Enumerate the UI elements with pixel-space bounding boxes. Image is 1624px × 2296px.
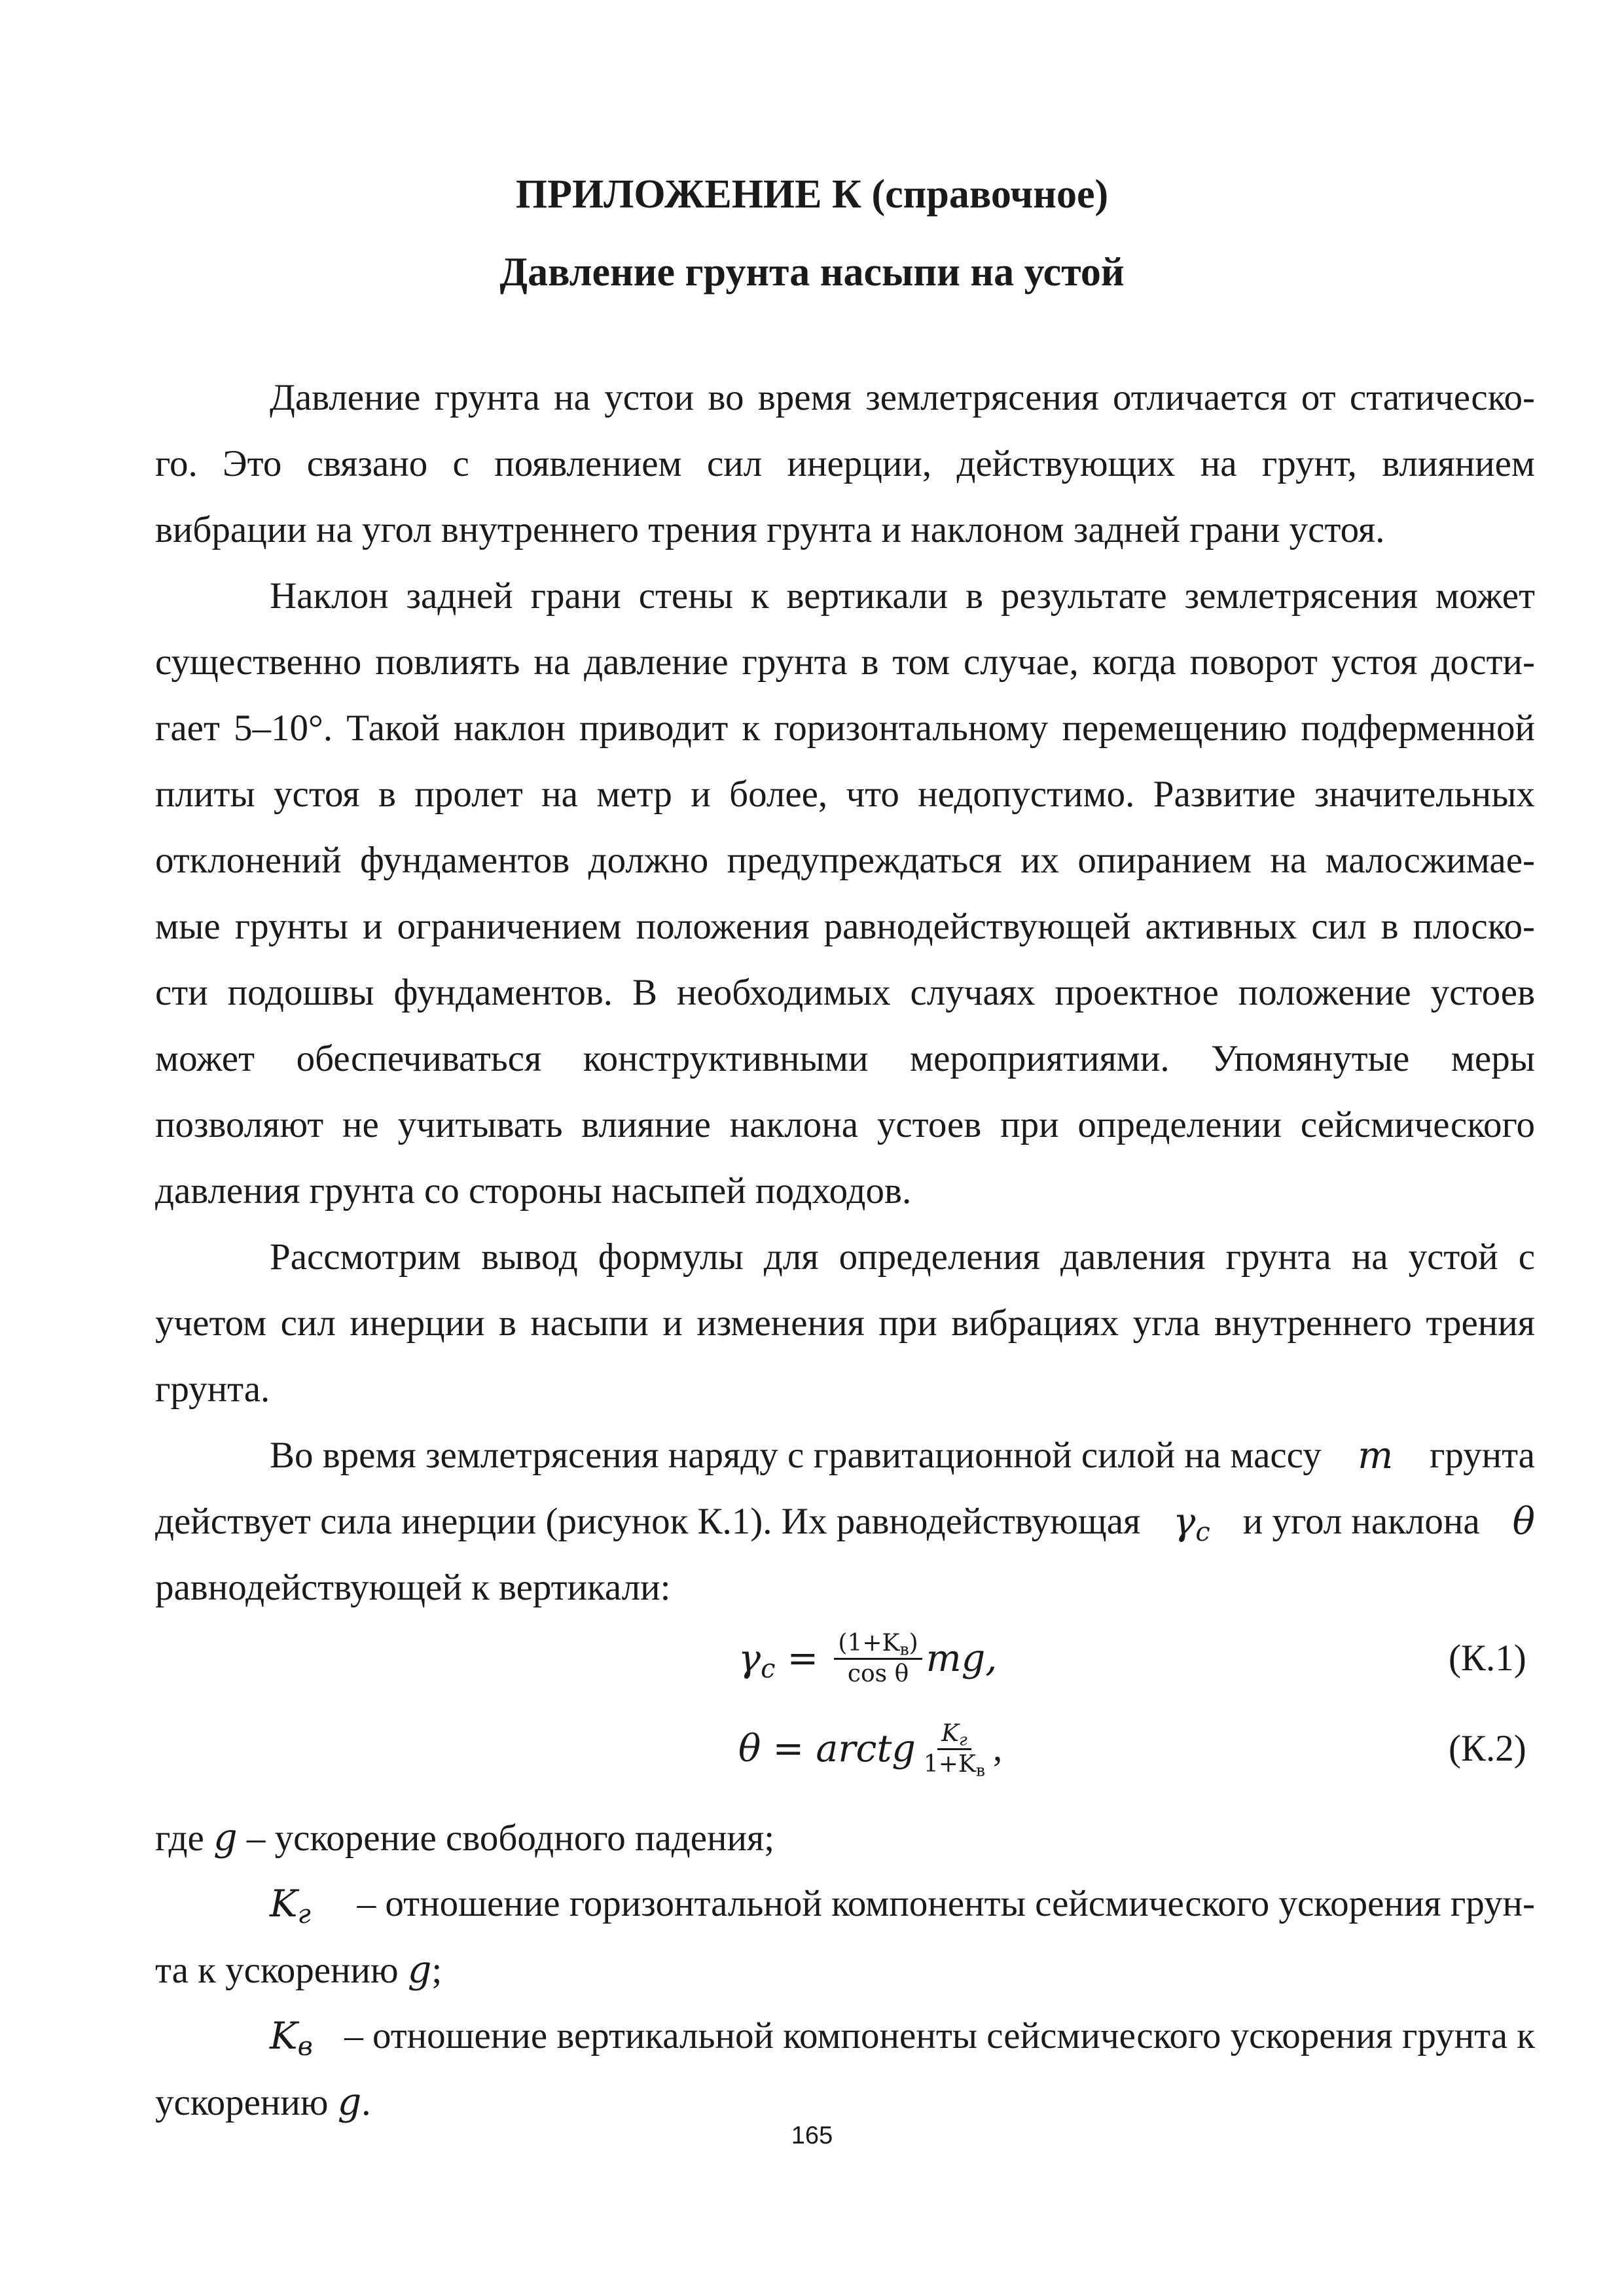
text-span: действует сила инерции (рисунок К.1). Их равнодействующая (155, 1501, 1141, 1542)
definition-kg (270, 1881, 1535, 1927)
eq1-num-sub: в (899, 1639, 909, 1659)
paragraph-line: позволяют не учитывать влияние наклона устоев при определении сейсмического (155, 1104, 1535, 1145)
definition-prefix: где (155, 1818, 204, 1859)
eq2-equals: = (761, 1727, 816, 1770)
paragraph-line: давления грунта со стороны насыпей подходов. (155, 1170, 912, 1211)
paragraph-line: Рассмотрим вывод формулы для определения давления грунта на устой с (270, 1236, 1535, 1278)
paragraph-line: учетом сил инерции в насыпи и изменения при вибрациях угла внутреннего трения (155, 1302, 1535, 1344)
paragraph-line: мые грунты и ограничением положения равнодействующей активных сил в плоско- (155, 906, 1535, 947)
eq2-tail: , (993, 1728, 1003, 1769)
paragraph-line: вибрации на угол внутреннего трения грунта и наклоном задней грани устоя. (155, 509, 1385, 550)
paragraph-line: Наклон задней грани стены к вертикали в результате землетрясения может (270, 575, 1535, 617)
g-variable: g (407, 1948, 432, 1992)
punctuation: . (361, 2082, 371, 2123)
paragraph-line: может обеспечиваться конструктивными мероприятиями. Упомянутые меры (155, 1038, 1535, 1079)
mass-variable: m (1358, 1434, 1394, 1477)
eq2-fraction (920, 1719, 989, 1779)
eq1-num-end: ) (909, 1629, 918, 1657)
definition-g (155, 1815, 774, 1861)
gamma-subscript: c (1195, 1516, 1210, 1547)
eq2-num-text: K (941, 1719, 960, 1747)
kg-subscript: г (297, 1899, 311, 1929)
equation-label-k2: (К.2) (1449, 1728, 1526, 1769)
equation-k1 (738, 1626, 997, 1691)
theta-variable: θ (1512, 1500, 1535, 1543)
kv-subscript: в (297, 2031, 313, 2062)
gamma-symbol: γ (1173, 1500, 1196, 1543)
definition-text: – отношение горизонтальной компоненты сейсмического ускорения грун- (357, 1883, 1535, 1924)
g-variable: g (213, 1816, 238, 1859)
eq1-num-text: (1+K (838, 1629, 900, 1657)
eq2-lhs: θ (738, 1727, 761, 1770)
definition-kv (270, 2013, 1535, 2062)
eq1-equals: = (775, 1637, 831, 1680)
text-span: и угол наклона (1242, 1501, 1480, 1542)
text-span: Во время землетрясения наряду с гравитационной силой на массу (270, 1435, 1322, 1476)
eq2-den-text: 1+K (923, 1750, 976, 1778)
kg-variable (270, 1881, 311, 1927)
eq1-tail: mg, (926, 1637, 998, 1680)
paragraph-line: грунта. (155, 1369, 270, 1410)
page-number: 165 (791, 2122, 833, 2149)
paragraph-line: Давление грунта на устои во время землетрясения отличается от статическо- (270, 377, 1535, 418)
eq1-numerator (834, 1629, 922, 1660)
eq1-fraction (834, 1629, 922, 1689)
paragraph-line (155, 1499, 1535, 1545)
eq1-lhs (738, 1636, 776, 1684)
paragraph-line: го. Это связано с появлением сил инерции, действующих на грунт, влиянием (155, 443, 1535, 484)
definition-text: та к ускорению (155, 1950, 399, 1991)
definition-text: – отношение вертикальной компоненты сейсмического ускорения грунта к (344, 2015, 1535, 2056)
definition-kv-continued (155, 2079, 371, 2126)
paragraph-line: плиты устоя в пролет на метр и более, что недопустимо. Развитие значительных (155, 774, 1535, 815)
eq1-lhs-symbol: γ (738, 1637, 761, 1680)
paragraph-line (270, 1433, 1535, 1479)
eq1-denominator: cos θ (847, 1660, 909, 1687)
definition-text: – ускорение свободного падения; (246, 1818, 775, 1859)
kv-variable (270, 2013, 313, 2062)
paragraph-line: гает 5–10°. Такой наклон приводит к горизонтальному перемещению подферменной (155, 708, 1535, 749)
eq2-den-sub: в (975, 1760, 986, 1780)
definition-text: ускорению (155, 2082, 329, 2123)
equation-k2 (738, 1716, 1002, 1782)
kv-symbol: K (270, 2015, 298, 2058)
eq2-numerator (937, 1719, 971, 1750)
eq2-num-sub: г (959, 1729, 967, 1749)
definition-kg-continued (155, 1947, 442, 1994)
paragraph-line: равнодействующей к вертикали: (155, 1567, 671, 1608)
paragraph-line: сти подошвы фундаментов. В необходимых случаях проектное положение устоев (155, 972, 1535, 1013)
punctuation: ; (431, 1950, 442, 1991)
appendix-title: ПРИЛОЖЕНИЕ К (справочное) (515, 172, 1109, 217)
section-subtitle: Давление грунта насыпи на устой (499, 250, 1125, 295)
gamma-variable (1173, 1499, 1210, 1545)
text-span: грунта (1429, 1435, 1535, 1476)
equation-label-k1: (К.1) (1449, 1638, 1526, 1679)
eq2-denominator (920, 1750, 989, 1779)
paragraph-line: отклонений фундаментов должно предупреждаться их опиранием на малосжимае- (155, 840, 1535, 881)
eq1-lhs-subscript: c (761, 1653, 776, 1684)
paragraph-line: существенно повлиять на давление грунта в том случае, когда поворот устоя дости- (155, 641, 1535, 683)
g-variable: g (337, 2081, 362, 2124)
eq2-function: arctg (816, 1727, 916, 1770)
kg-symbol: K (270, 1882, 298, 1926)
